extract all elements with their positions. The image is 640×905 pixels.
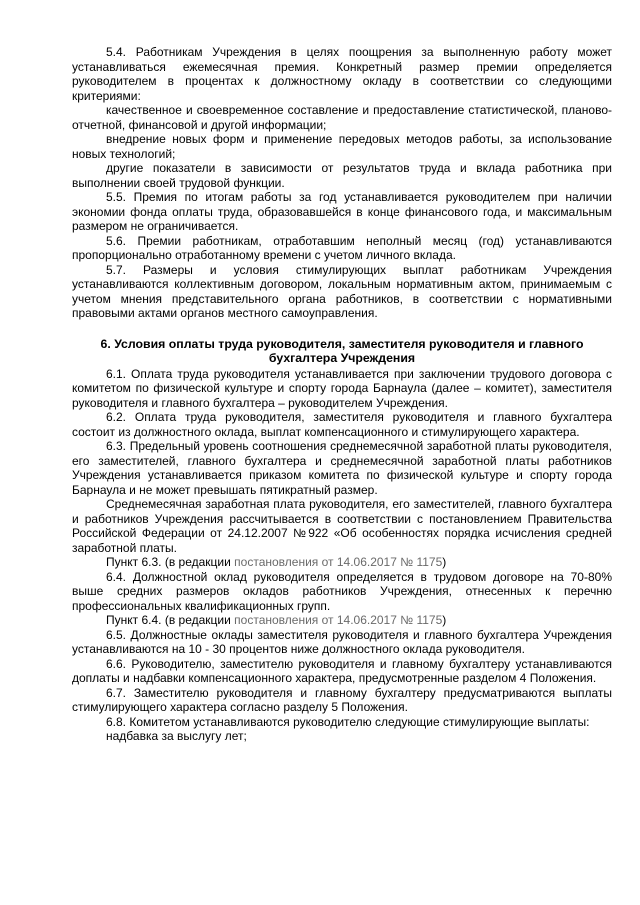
criteria-item-reporting: качественное и своевременное составление и предоставление статистической, планово-отчетной, финансовой и другой информации; bbox=[72, 103, 612, 132]
paragraph-6-2: 6.2. Оплата труда руководителя, заместителя руководителя и главного бухгалтера состоит из должностного оклада, выплат компенсационного и стимулирующего характера. bbox=[72, 410, 612, 439]
redaction-suffix: ) bbox=[442, 555, 447, 569]
paragraph-6-6: 6.6. Руководителю, заместителю руководителя и главному бухгалтеру устанавливаются доплаты и надбавки компенсационного характера, предусмотренные разделом 4 Положения. bbox=[72, 656, 612, 685]
paragraph-5-7: 5.7. Размеры и условия стимулирующих выплат работникам Учреждения устанавливаются коллективным договором, локальным нормативным актом, принимаемым с учетом мнения представительного органа работников, в соответствии с нормативными правовыми актами органов местного самоуправления. bbox=[72, 262, 612, 320]
criteria-item-other: другие показатели в зависимости от результатов труда и вклада работника при выполнении своей трудовой функции. bbox=[72, 161, 612, 190]
list-item-seniority-bonus: надбавка за выслугу лет; bbox=[106, 729, 247, 743]
paragraph-6-8: 6.8. Комитетом устанавливаются руководителю следующие стимулирующие выплаты: bbox=[106, 714, 590, 729]
redaction-link-decree[interactable]: постановления от 14.06.2017 № 1175 bbox=[234, 613, 443, 627]
paragraph-6-4: 6.4. Должностной оклад руководителя определяется в трудовом договоре на 70-80% выше средних размеров окладов работников Учреждения, отнесенных к перечню профессиональных квалификационных групп. bbox=[72, 569, 612, 613]
paragraph-6-1: 6.1. Оплата труда руководителя устанавливается при заключении трудового договора с комитетом по физической культуре и спорту города Барнаула (далее – комитет), заместителя руководителя и главного бухгалтера – руководителем Учреждения. bbox=[72, 366, 612, 410]
paragraph-average-salary: Среднемесячная заработная плата руководителя, его заместителей, главного бухгалтера и работников Учреждения рассчитывается в соответствии с постановлением Правительства Российской Федерации от 24.12.2007 №922 «Об особенностях порядка исчисления средней заработной платы. bbox=[72, 497, 612, 555]
paragraph-6-3: 6.3. Предельный уровень соотношения среднемесячной заработной платы руководителя, его заместителей, главного бухгалтера и среднемесячной заработной платы работников Учреждения устанавливается приказом комитета по физической культуре и спорту города Барнаула и не может превышать пятикратный размер. bbox=[72, 439, 612, 497]
redaction-note-6-4 bbox=[72, 613, 612, 628]
paragraph-6-5: 6.5. Должностные оклады заместителя руководителя и главного бухгалтера Учреждения устанавливаются на 10 - 30 процентов ниже должностного оклада руководителя. bbox=[72, 627, 612, 656]
criteria-item-innovation: внедрение новых форм и применение передовых методов работы, за использование новых технологий; bbox=[72, 132, 612, 161]
redaction-prefix: Пункт 6.4. (в редакции bbox=[106, 613, 235, 627]
paragraph-5-5: 5.5. Премия по итогам работы за год устанавливается руководителем при наличии экономии фонда оплаты труда, образовавшейся в конце финансового года, и максимальным размером не ограничивается. bbox=[72, 190, 612, 233]
paragraph-5-4: 5.4. Работникам Учреждения в целях поощрения за выполненную работу может устанавливаться ежемесячная премия. Конкретный размер премии определяется руководителем в процентах к должностному окладу в соответствии со следующими критериями: bbox=[72, 45, 612, 103]
redaction-suffix: ) bbox=[442, 613, 447, 627]
section-6-heading: 6. Условия оплаты труда руководителя, заместителя руководителя и главного бухгалтера Учреждения bbox=[100, 336, 584, 365]
paragraph-6-7: 6.7. Заместителю руководителя и главному бухгалтеру предусматриваются выплаты стимулирующего характера согласно разделу 5 Положения. bbox=[72, 685, 612, 714]
redaction-prefix: Пункт 6.3. (в редакции bbox=[106, 555, 235, 569]
redaction-note-6-3 bbox=[72, 555, 612, 570]
redaction-link-decree[interactable]: постановления от 14.06.2017 № 1175 bbox=[234, 555, 443, 569]
paragraph-5-6: 5.6. Премии работникам, отработавшим неполный месяц (год) устанавливаются пропорционально отработанному времени с учетом личного вклада. bbox=[72, 233, 612, 262]
